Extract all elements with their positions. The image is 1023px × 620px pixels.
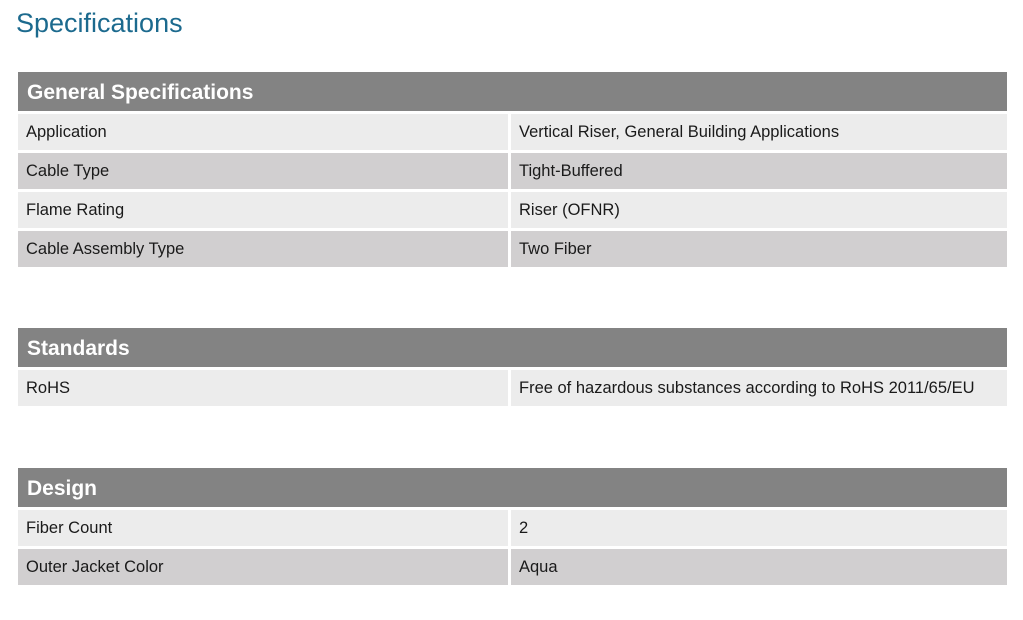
row-label: Flame Rating xyxy=(18,192,511,228)
row-value: Free of hazardous substances according to RoHS 2011/65/EU xyxy=(511,370,1007,406)
table-row xyxy=(18,192,1007,231)
row-label: Cable Type xyxy=(18,153,511,189)
row-value: Aqua xyxy=(511,549,1007,585)
table-row xyxy=(18,114,1007,153)
table-row xyxy=(18,549,1007,585)
row-value: Two Fiber xyxy=(511,231,1007,267)
row-value: 2 xyxy=(511,510,1007,546)
standards-table xyxy=(18,328,1007,406)
table-row xyxy=(18,231,1007,267)
section-header: Standards xyxy=(18,328,1007,370)
table-row xyxy=(18,153,1007,192)
row-label: RoHS xyxy=(18,370,511,406)
table-row xyxy=(18,510,1007,549)
row-label: Fiber Count xyxy=(18,510,511,546)
general-specifications-table xyxy=(18,72,1007,267)
section-header: General Specifications xyxy=(18,72,1007,114)
design-table xyxy=(18,468,1007,585)
row-value: Riser (OFNR) xyxy=(511,192,1007,228)
row-label: Cable Assembly Type xyxy=(18,231,511,267)
row-value: Tight-Buffered xyxy=(511,153,1007,189)
page-title: Specifications xyxy=(16,8,183,38)
section-header: Design xyxy=(18,468,1007,510)
row-label: Outer Jacket Color xyxy=(18,549,511,585)
row-label: Application xyxy=(18,114,511,150)
table-row xyxy=(18,370,1007,406)
row-value: Vertical Riser, General Building Applications xyxy=(511,114,1007,150)
